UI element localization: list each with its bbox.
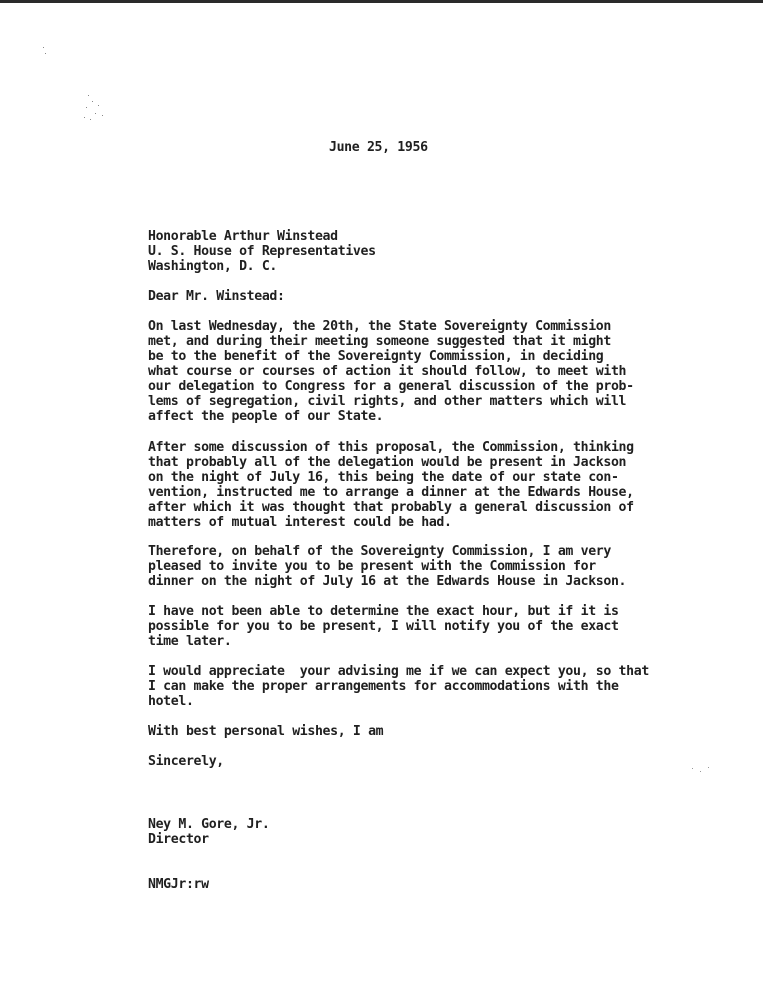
scan-top-edge	[0, 0, 763, 3]
closing: Sincerely,	[148, 754, 224, 769]
paragraph-line: on the night of July 16, this being the date of our state con-	[148, 470, 619, 485]
paragraph-line: affect the people of our State.	[148, 409, 384, 424]
paragraph-line: vention, instructed me to arrange a dinner at the Edwards House,	[148, 485, 634, 500]
paragraph-line: I have not been able to determine the exact hour, but if it is	[148, 604, 619, 619]
signer-title: Director	[148, 832, 209, 847]
scan-specks	[40, 45, 120, 125]
paragraph-line: our delegation to Congress for a general discussion of the prob-	[148, 379, 634, 394]
recipient-line: Washington, D. C.	[148, 259, 278, 274]
paragraph-line: what course or courses of action it should follow, to meet with	[148, 364, 627, 379]
paragraph-line: pleased to invite you to be present with the Commission for	[148, 559, 596, 574]
typist-initials: NMGJr:rw	[148, 877, 209, 892]
paragraph-line: be to the benefit of the Sovereignty Commission, in deciding	[148, 349, 604, 364]
paragraph-line: met, and during their meeting someone suggested that it might	[148, 334, 611, 349]
paragraph-line: after which it was thought that probably a general discussion of	[148, 500, 634, 515]
paragraph-line: After some discussion of this proposal, the Commission, thinking	[148, 440, 634, 455]
paragraph-line: dinner on the night of July 16 at the Edwards House in Jackson.	[148, 574, 627, 589]
paragraph-line: that probably all of the delegation would be present in Jackson	[148, 455, 627, 470]
paragraph-line: hotel.	[148, 694, 194, 709]
recipient-line: Honorable Arthur Winstead	[148, 229, 338, 244]
paragraph-line: time later.	[148, 634, 232, 649]
paragraph-line: On last Wednesday, the 20th, the State Sovereignty Commission	[148, 319, 611, 334]
letter-date: June 25, 1956	[329, 140, 428, 155]
paragraph-line: Therefore, on behalf of the Sovereignty Commission, I am very	[148, 544, 611, 559]
paragraph-line: I would appreciate your advising me if we can expect you, so that	[148, 664, 649, 679]
paragraph-line: With best personal wishes, I am	[148, 724, 384, 739]
paragraph-line: I can make the proper arrangements for accommodations with the	[148, 679, 619, 694]
paragraph-line: possible for you to be present, I will notify you of the exact	[148, 619, 619, 634]
paragraph-line: lems of segregation, civil rights, and other matters which will	[148, 394, 627, 409]
signer-name: Ney M. Gore, Jr.	[148, 817, 270, 832]
paragraph-line: matters of mutual interest could be had.	[148, 515, 452, 530]
scan-specks-right	[690, 765, 720, 785]
salutation: Dear Mr. Winstead:	[148, 289, 285, 304]
recipient-line: U. S. House of Representatives	[148, 244, 376, 259]
